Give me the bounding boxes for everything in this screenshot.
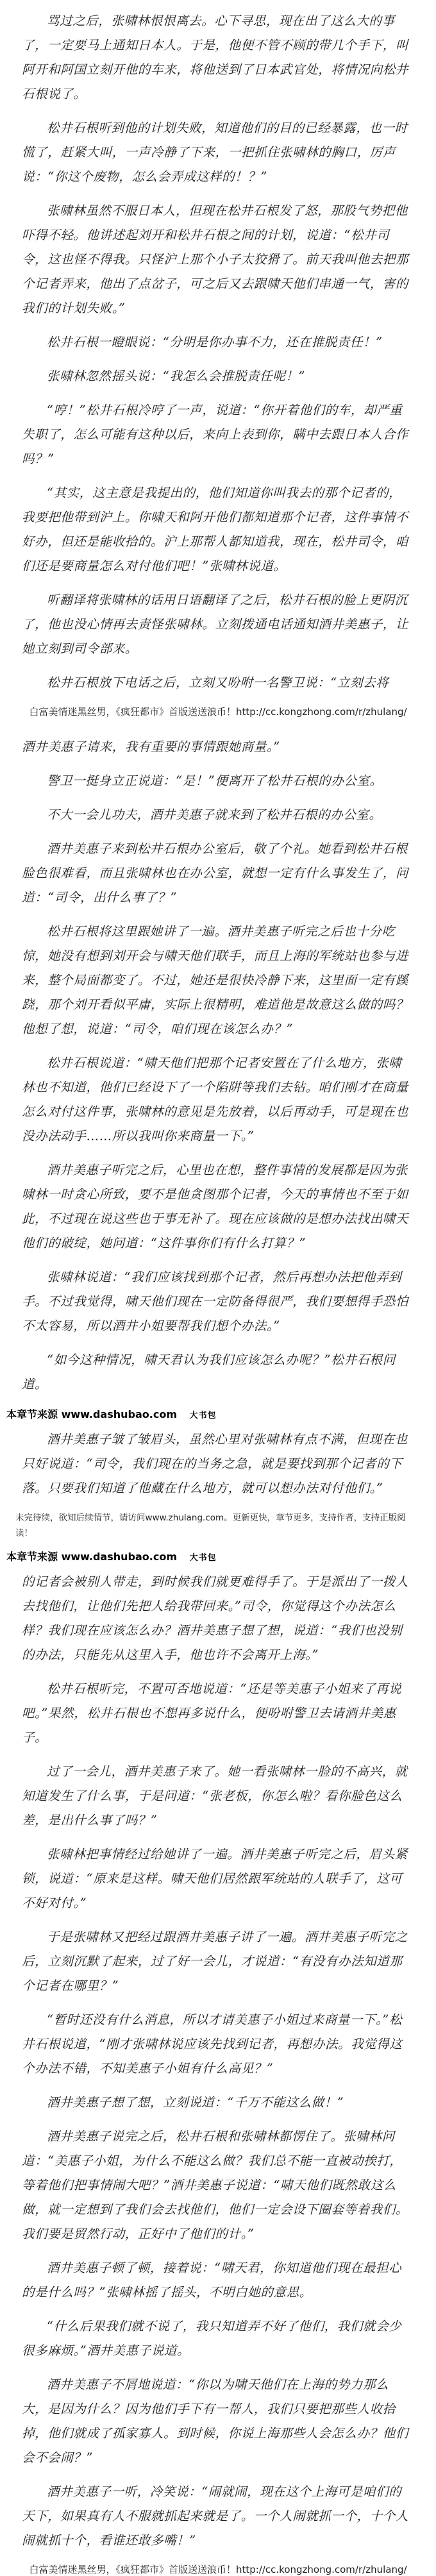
paragraph: 于是张啸林又把经过跟酒井美惠子讲了一遍。酒井美惠子听完之后，立刻沉默了起来，过了好一会儿，才说道：“有没有办法知道那个记者在哪里？” [22,1930,408,1993]
paragraph: 张啸林虽然不服日本人，但现在松井石根发了怒，那股气势把他吓得不轻。他讲述起刘开和松井石根之间的计划，说道：“松井司令，这也怪不得我。只怪沪上那个小子太狡猾了。前天我叫他去把那个记者弄来，他出了点岔子，可之后又去跟啸天他们串通一气，害的我们的计划失败。” [22,203,409,316]
paragraph: 酒井美惠子听完之后，心里也在想，整件事情的发展都是因为张啸林一时贪心所致，要不是他贪图那个记者，今天的事情也不至于如此，不过现在说这些也于事无补了。现在应该做的是想办法找出啸天他们的破绽，她问道：“这件事你们有什么打算？” [22,1163,409,1250]
text-section-1 [22,9,414,695]
paragraph: 酒井美惠子请来，我有重要的事情跟她商量。” [22,739,280,754]
text-section-2 [22,735,414,1397]
ad-banner-bottom[interactable]: 白富美情迷黑丝男，《疯狂都市》首版送送浪币！http://cc.kongzhong.com/r/zhulang/ [29,2564,407,2575]
paragraph: 酒井美惠子不屑地说道：“你以为啸天他们在上海的势力那么大，是因为什么？因为他们手下有一帮人，我们只要把那些人收拾掉，他们就成了孤家寡人。到时候，你说上海那些人会怎么办？他们会不会闹？” [22,2377,409,2465]
paragraph: 酒井美惠子想了想，立刻说道：“千万不能这么做！” [47,2095,344,2110]
text-section-4 [22,1570,414,2553]
paragraph: 警卫一挺身立正说道：“是！”便离开了松井石根的办公室。 [47,773,383,788]
paragraph: “其实，这主意是我提出的，他们知道你叫我去的那个记者的，我要把他带到沪上。你啸天和阿开他们都知道那个记者，这件事情不好办，但还是能收拾的。沪上那帮人都知道我，现在，松井司令，咱们还是要商量怎么对付他们吧！”张啸林说道。 [22,485,409,573]
paragraph: “什么后果我们就不说了，我只知道弄不好了他们，我们就会少很多麻烦。”酒井美惠子说道。 [22,2319,402,2358]
paragraph: 听翻译将张啸林的话用日语翻译了之后，松井石根的脸上更阴沉了，他也没心情再去责怪张啸林。立刻拨通电话通知酒井美惠子，让她立刻到司令部来。 [22,593,409,656]
text-section-3 [22,1427,414,1501]
paragraph: 骂过之后，张啸林恨恨离去。心下寻思，现在出了这么大的事了，一定要马上通知日本人。于是，他便不管不顾的带几个手下，叫阿开和阿国立刻开他的车来，将他送到了日本武官处，将情况向松井石根说了。 [22,13,409,101]
paragraph: 张啸林把事情经过给她讲了一遍。酒井美惠子听完之后，眉头紧锁，说道：“原来是这样。啸天他们居然跟军统站的人联手了，这可不好对付。” [22,1847,408,1910]
continue-notice[interactable]: 未完待续，欲知后续情节，请访问www.zhulang.com。更新更快，章节更多，支持作者，支持正版阅读！ [15,1513,406,1538]
paragraph: 酒井美惠子说完之后，松井石根和张啸林都愣住了。张啸林问道：“美惠子小姐，为什么不能这么做？我们总不能一直被动挨打，等着他们把事情闹大吧？”酒井美惠子说道：“啸天他们既然敢这么做，就一定想到了我们会去找他们，他们一定会设下圈套等着我们。我们要是贸然行动，正好中了他们的计。” [22,2129,409,2241]
brand-logo: 大书包 [189,1553,217,1563]
paragraph: 松井石根将这里跟她讲了一遍。酒井美惠子听完之后也十分吃惊，她没有想到刘开会与啸天他们联手，而且上海的军统站也参与进来，整个局面都变了。不过，她还是很快冷静下来，这里面一定有蹊跷，那个刘开看似平庸，实际上很精明，难道他是故意这么做的吗？他想了想，说道：“司令，咱们现在该怎么办？” [22,924,409,1036]
paragraph: 松井石根听完，不置可否地说道：“还是等美惠子小姐来了再说吧。”果然，松井石根也不想再多说什么，便吩咐警卫去请酒井美惠子。 [22,1681,402,1745]
paragraph: 松井石根说道：“啸天他们把那个记者安置在了什么地方，张啸林也不知道，他们已经设下了一个陷阱等我们去钻。咱们刚才在商量怎么对付这件事，张啸林的意见是先放着，以后再动手，可是现在也没办法动手……所以我叫你来商量一下。” [22,1056,409,1143]
paragraph: 张啸林说道：“我们应该找到那个记者，然后再想办法把他弄到手。不过我觉得，啸天他们现在一定防备得很严，我们要想得手恐怕不太容易，所以酒井小姐要帮我们想个办法。” [22,1270,409,1333]
paragraph: “暂时还没有什么消息，所以才请美惠子小姐过来商量一下。”松井石根说道，“刚才张啸林说应该先找到记者，再想办法。我觉得这个办法不错，不知美惠子小姐有什么高见？” [22,2012,403,2076]
paragraph: “如今这种情况，啸天君认为我们应该怎么办呢？”松井石根问道。 [22,1352,396,1392]
paragraph: 过了一会儿，酒井美惠子来了。她一看张啸林一脸的不高兴，就知道发生了什么事，于是问道：“张老板，你怎么啦？看你脸色这么差，是出什么事了吗？” [22,1764,408,1828]
paragraph: 松井石根听到他的计划失败，知道他们的目的已经暴露，也一时慌了，赶紧大叫，一声冷静了下来，一把抓住张啸林的胸口，厉声说：“你这个废物，怎么会弄成这样的！？” [22,121,408,184]
paragraph: 张啸林忽然摇头说：“我怎么会推脱责任呢！” [47,369,306,383]
paragraph: 酒井美惠子皱了皱眉头，虽然心里对张啸林有点不满，但现在也只好说道：“司令，我们现在的当务之急，就是要找到那个记者的下落。只要我们知道了他藏在什么地方，就可以想办法对付他们。” [22,1432,408,1495]
chapter-source-line [6,1406,414,1421]
paragraph: 的记者会被别人带走，到时候我们就更难得手了。于是派出了一拨人去找他们，让他们先把人给我带回来。”司令，你觉得这个办法怎么样？我们现在应该怎么办？酒井美惠子想了想，说道：“我们也没别的办法，只能先从这里入手，他也许不会离开上海。” [22,1574,409,1662]
paragraph: 酒井美惠子来到松井石根办公室后，敬了个礼。她看到松井石根脸色很难看，而且张啸林也在办公室，就想一定有什么事发生了，问道：“司令，出什么事了？” [22,841,409,905]
paragraph: 松井石根一瞪眼说：“分明是你办事不力，还在推脱责任！” [47,335,383,349]
paragraph: 酒井美惠子一听，冷笑说：“闹就闹，现在这个上海可是咱们的天下，如果真有人不服就抓起来就是了。一个人闹就抓一个，十个人闹就抓十个，看谁还敢多嘴！” [22,2484,409,2548]
paragraph: 酒井美惠子顿了顿，接着说：“啸天君，你知道他们现在最担心的是什么吗？”张啸林摇了摇头，不明白她的意思。 [22,2260,402,2300]
paragraph: “哼！”松井石根冷哼了一声，说道：“你开着他们的车，却严重失职了，怎么可能有这种以后，来向上表到你，瞒中去跟日本人合作吗？” [22,403,409,466]
paragraph: 松井石根放下电话之后，立刻又吩咐一名警卫说：“立刻去将 [47,675,389,690]
paragraph: 不大一会儿功夫，酒井美惠子就来到了松井石根的办公室。 [47,807,382,822]
source-label: 本章节来源 www.dashubao.com [6,1408,177,1420]
ad-banner-top[interactable]: 白富美情迷黑丝男，《疯狂都市》首版送送浪币！http://cc.kongzhong.com/r/zhulang/ [29,706,407,718]
chapter-source-line-2 [6,1549,414,1563]
source-label: 本章节来源 www.dashubao.com [6,1551,177,1563]
brand-logo: 大书包 [189,1411,217,1420]
